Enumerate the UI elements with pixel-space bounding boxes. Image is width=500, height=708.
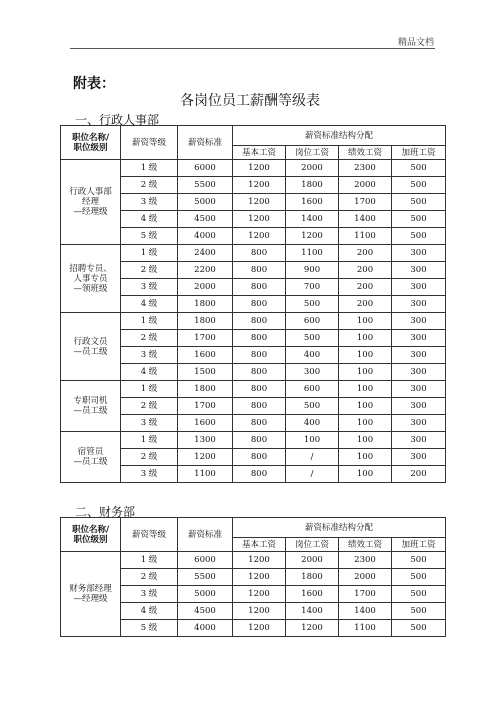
standard-cell: 1100 <box>178 466 233 483</box>
standard-cell: 1600 <box>178 347 233 364</box>
post-wage-cell: 400 <box>286 347 339 364</box>
header-divider <box>70 48 435 49</box>
grade-cell: 3 级 <box>121 586 178 603</box>
standard-cell: 1500 <box>178 364 233 381</box>
overtime-wage-cell: 300 <box>392 330 446 347</box>
performance-wage-cell: 100 <box>339 381 392 398</box>
standard-cell: 4000 <box>178 620 233 637</box>
post-wage-cell: / <box>286 449 339 466</box>
position-cell: 招聘专员、 人事专员 —领班级 <box>61 245 121 313</box>
post-wage-cell: 1100 <box>286 245 339 262</box>
base-wage-cell: 800 <box>233 449 286 466</box>
grade-cell: 2 级 <box>121 262 178 279</box>
overtime-wage-cell: 300 <box>392 449 446 466</box>
performance-wage-cell: 100 <box>339 432 392 449</box>
base-wage-cell: 1200 <box>233 586 286 603</box>
standard-cell: 5500 <box>178 569 233 586</box>
base-wage-cell: 1200 <box>233 194 286 211</box>
post-wage-cell: 400 <box>286 415 339 432</box>
section-title: 二、财务部 <box>75 505 136 519</box>
base-wage-cell: 800 <box>233 313 286 330</box>
performance-wage-cell: 100 <box>339 415 392 432</box>
base-wage-cell: 800 <box>233 262 286 279</box>
position-cell: 专职司机 —员工级 <box>61 381 121 432</box>
post-wage-cell: 900 <box>286 262 339 279</box>
grade-cell: 2 级 <box>121 398 178 415</box>
salary-table-finance <box>60 517 446 637</box>
grade-cell: 4 级 <box>121 296 178 313</box>
table-row <box>61 160 446 177</box>
overtime-wage-cell: 500 <box>392 620 446 637</box>
salary-table-admin-hr <box>60 125 446 483</box>
header-structure: 薪资标准结构分配 <box>233 518 446 538</box>
post-wage-cell: 1600 <box>286 194 339 211</box>
grade-cell: 4 级 <box>121 364 178 381</box>
grade-cell: 1 级 <box>121 160 178 177</box>
base-wage-cell: 800 <box>233 398 286 415</box>
post-wage-cell: 1400 <box>286 603 339 620</box>
appendix-label: 附表： <box>73 76 115 92</box>
performance-wage-cell: 100 <box>339 364 392 381</box>
performance-wage-cell: 2000 <box>339 569 392 586</box>
post-wage-cell: 1400 <box>286 211 339 228</box>
standard-cell: 1800 <box>178 381 233 398</box>
base-wage-cell: 800 <box>233 279 286 296</box>
standard-cell: 2400 <box>178 245 233 262</box>
position-cell: 行政人事部 经理 —经理级 <box>61 160 121 245</box>
grade-cell: 2 级 <box>121 330 178 347</box>
overtime-wage-cell: 500 <box>392 194 446 211</box>
base-wage-cell: 1200 <box>233 569 286 586</box>
post-wage-cell: 1200 <box>286 620 339 637</box>
performance-wage-cell: 1700 <box>339 586 392 603</box>
base-wage-cell: 800 <box>233 245 286 262</box>
header-base-wage: 基本工资 <box>233 538 286 552</box>
grade-cell: 5 级 <box>121 228 178 245</box>
header-base-wage: 基本工资 <box>233 146 286 160</box>
grade-cell: 3 级 <box>121 279 178 296</box>
post-wage-cell: 500 <box>286 330 339 347</box>
base-wage-cell: 1200 <box>233 620 286 637</box>
page-header-text: 精品文档 <box>397 38 434 48</box>
grade-cell: 1 级 <box>121 381 178 398</box>
overtime-wage-cell: 300 <box>392 245 446 262</box>
post-wage-cell: 1800 <box>286 177 339 194</box>
overtime-wage-cell: 300 <box>392 262 446 279</box>
grade-cell: 2 级 <box>121 569 178 586</box>
table-row <box>61 552 446 569</box>
performance-wage-cell: 200 <box>339 279 392 296</box>
grade-cell: 1 级 <box>121 432 178 449</box>
grade-cell: 1 级 <box>121 313 178 330</box>
standard-cell: 2000 <box>178 279 233 296</box>
performance-wage-cell: 1700 <box>339 194 392 211</box>
position-cell: 财务部经理 —经理级 <box>61 552 121 637</box>
post-wage-cell: 2000 <box>286 160 339 177</box>
overtime-wage-cell: 500 <box>392 211 446 228</box>
grade-cell: 4 级 <box>121 211 178 228</box>
standard-cell: 1200 <box>178 449 233 466</box>
grade-cell: 1 级 <box>121 245 178 262</box>
grade-cell: 2 级 <box>121 177 178 194</box>
performance-wage-cell: 100 <box>339 398 392 415</box>
base-wage-cell: 800 <box>233 415 286 432</box>
post-wage-cell: / <box>286 466 339 483</box>
standard-cell: 4000 <box>178 228 233 245</box>
performance-wage-cell: 100 <box>339 347 392 364</box>
overtime-wage-cell: 300 <box>392 432 446 449</box>
performance-wage-cell: 1400 <box>339 211 392 228</box>
post-wage-cell: 1200 <box>286 228 339 245</box>
overtime-wage-cell: 300 <box>392 381 446 398</box>
header-post-wage: 岗位工资 <box>286 146 339 160</box>
grade-cell: 2 级 <box>121 449 178 466</box>
standard-cell: 2200 <box>178 262 233 279</box>
standard-cell: 1300 <box>178 432 233 449</box>
base-wage-cell: 1200 <box>233 177 286 194</box>
standard-cell: 1600 <box>178 415 233 432</box>
header-position: 职位名称/ 职位级别 <box>61 126 121 160</box>
overtime-wage-cell: 500 <box>392 177 446 194</box>
overtime-wage-cell: 200 <box>392 466 446 483</box>
performance-wage-cell: 200 <box>339 245 392 262</box>
base-wage-cell: 800 <box>233 381 286 398</box>
overtime-wage-cell: 300 <box>392 279 446 296</box>
table-row <box>61 245 446 262</box>
performance-wage-cell: 1100 <box>339 228 392 245</box>
base-wage-cell: 800 <box>233 296 286 313</box>
grade-cell: 5 级 <box>121 620 178 637</box>
performance-wage-cell: 100 <box>339 330 392 347</box>
header-overtime-wage: 加班工资 <box>392 538 446 552</box>
post-wage-cell: 600 <box>286 313 339 330</box>
base-wage-cell: 800 <box>233 466 286 483</box>
header-overtime-wage: 加班工资 <box>392 146 446 160</box>
standard-cell: 4500 <box>178 603 233 620</box>
table-header-row <box>61 518 446 538</box>
header-post-wage: 岗位工资 <box>286 538 339 552</box>
overtime-wage-cell: 300 <box>392 398 446 415</box>
performance-wage-cell: 100 <box>339 466 392 483</box>
standard-cell: 1700 <box>178 330 233 347</box>
post-wage-cell: 1600 <box>286 586 339 603</box>
post-wage-cell: 500 <box>286 398 339 415</box>
standard-cell: 6000 <box>178 160 233 177</box>
grade-cell: 3 级 <box>121 347 178 364</box>
header-grade: 薪资等级 <box>121 518 178 552</box>
base-wage-cell: 800 <box>233 364 286 381</box>
performance-wage-cell: 2000 <box>339 177 392 194</box>
post-wage-cell: 600 <box>286 381 339 398</box>
table-row <box>61 432 446 449</box>
standard-cell: 1800 <box>178 313 233 330</box>
standard-cell: 1800 <box>178 296 233 313</box>
overtime-wage-cell: 300 <box>392 313 446 330</box>
table-header-row <box>61 126 446 146</box>
base-wage-cell: 800 <box>233 330 286 347</box>
standard-cell: 5000 <box>178 194 233 211</box>
table-row <box>61 381 446 398</box>
base-wage-cell: 1200 <box>233 160 286 177</box>
performance-wage-cell: 100 <box>339 313 392 330</box>
post-wage-cell: 100 <box>286 432 339 449</box>
overtime-wage-cell: 500 <box>392 603 446 620</box>
header-performance-wage: 绩效工资 <box>339 146 392 160</box>
post-wage-cell: 700 <box>286 279 339 296</box>
document-title: 各岗位员工薪酬等级表 <box>180 93 320 109</box>
standard-cell: 1700 <box>178 398 233 415</box>
post-wage-cell: 500 <box>286 296 339 313</box>
overtime-wage-cell: 500 <box>392 569 446 586</box>
grade-cell: 3 级 <box>121 194 178 211</box>
base-wage-cell: 1200 <box>233 211 286 228</box>
performance-wage-cell: 1400 <box>339 603 392 620</box>
overtime-wage-cell: 500 <box>392 552 446 569</box>
table-row <box>61 313 446 330</box>
overtime-wage-cell: 300 <box>392 415 446 432</box>
post-wage-cell: 1800 <box>286 569 339 586</box>
performance-wage-cell: 2300 <box>339 160 392 177</box>
position-cell: 宿管员 —员工级 <box>61 432 121 483</box>
base-wage-cell: 800 <box>233 432 286 449</box>
overtime-wage-cell: 300 <box>392 347 446 364</box>
overtime-wage-cell: 500 <box>392 586 446 603</box>
post-wage-cell: 300 <box>286 364 339 381</box>
base-wage-cell: 1200 <box>233 603 286 620</box>
standard-cell: 5000 <box>178 586 233 603</box>
performance-wage-cell: 200 <box>339 296 392 313</box>
overtime-wage-cell: 300 <box>392 296 446 313</box>
header-structure: 薪资标准结构分配 <box>233 126 446 146</box>
base-wage-cell: 800 <box>233 347 286 364</box>
overtime-wage-cell: 500 <box>392 160 446 177</box>
grade-cell: 3 级 <box>121 415 178 432</box>
section-title: 一、行政人事部 <box>75 113 160 127</box>
performance-wage-cell: 1100 <box>339 620 392 637</box>
header-standard: 薪资标准 <box>178 518 233 552</box>
post-wage-cell: 2000 <box>286 552 339 569</box>
header-grade: 薪资等级 <box>121 126 178 160</box>
overtime-wage-cell: 500 <box>392 228 446 245</box>
header-performance-wage: 绩效工资 <box>339 538 392 552</box>
performance-wage-cell: 100 <box>339 449 392 466</box>
overtime-wage-cell: 300 <box>392 364 446 381</box>
header-position: 职位名称/ 职位级别 <box>61 518 121 552</box>
grade-cell: 4 级 <box>121 603 178 620</box>
standard-cell: 5500 <box>178 177 233 194</box>
standard-cell: 6000 <box>178 552 233 569</box>
base-wage-cell: 1200 <box>233 228 286 245</box>
performance-wage-cell: 200 <box>339 262 392 279</box>
standard-cell: 4500 <box>178 211 233 228</box>
grade-cell: 1 级 <box>121 552 178 569</box>
header-standard: 薪资标准 <box>178 126 233 160</box>
grade-cell: 3 级 <box>121 466 178 483</box>
position-cell: 行政文员 —员工级 <box>61 313 121 381</box>
base-wage-cell: 1200 <box>233 552 286 569</box>
performance-wage-cell: 2300 <box>339 552 392 569</box>
